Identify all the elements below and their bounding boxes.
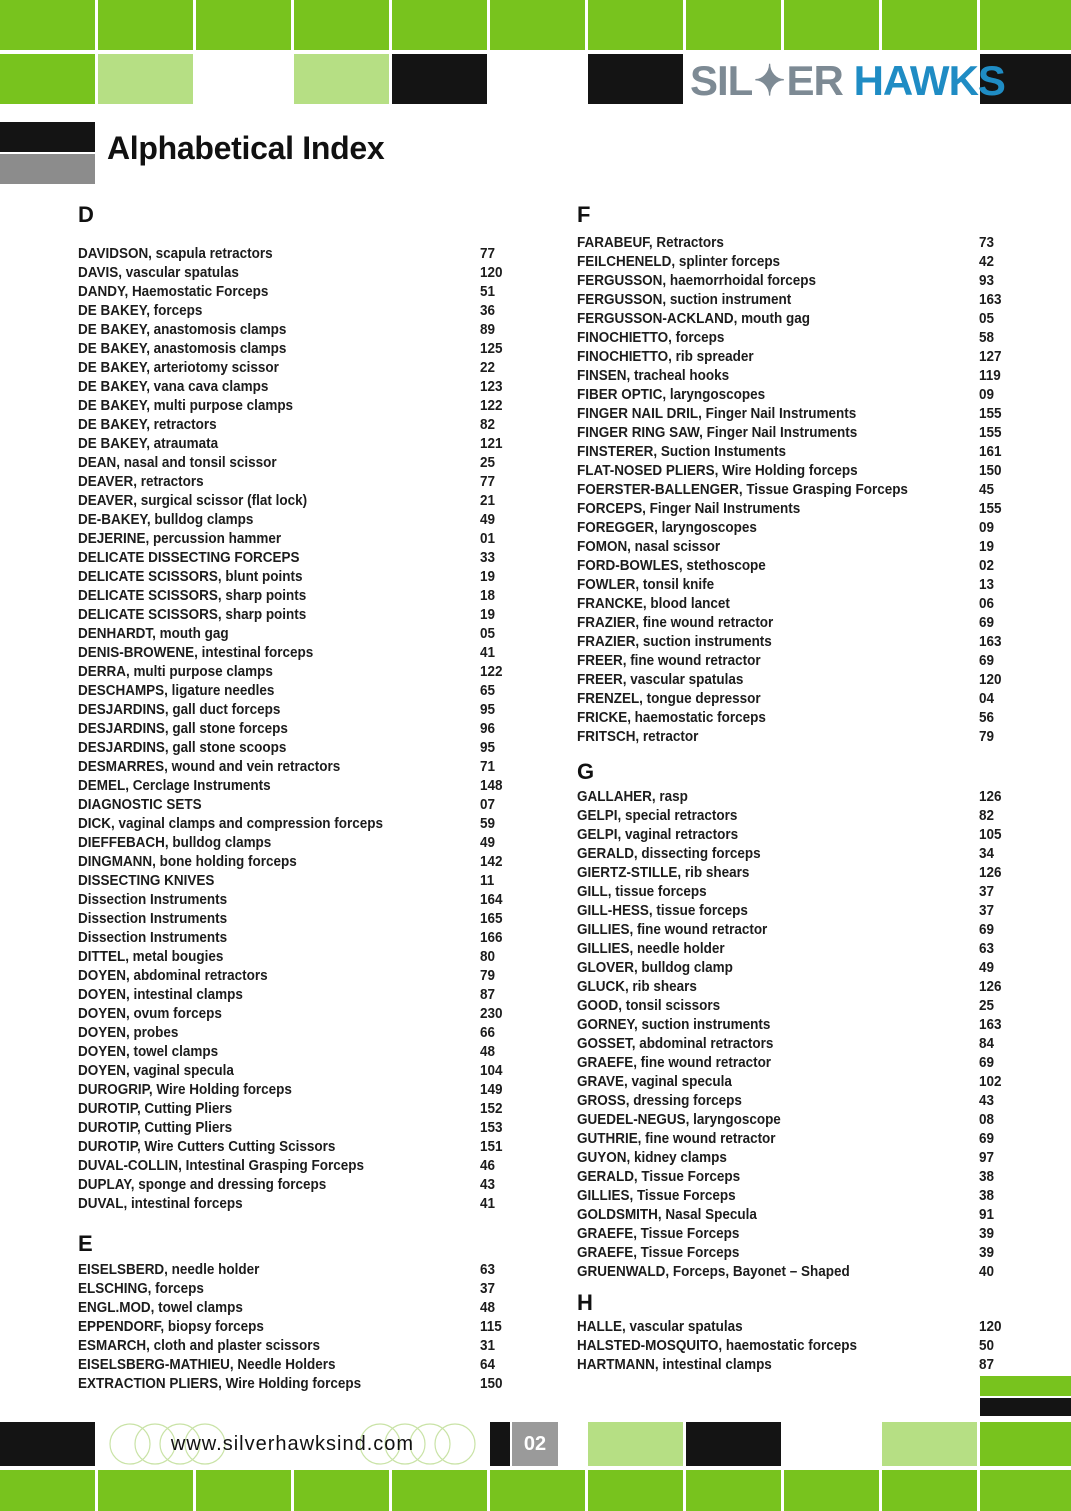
- index-entry-page: 31: [480, 1338, 496, 1354]
- index-entry-page: 25: [480, 455, 496, 471]
- index-entry-page: 142: [480, 854, 503, 870]
- index-entry-name: DESJARDINS, gall stone forceps: [78, 721, 288, 737]
- index-entry-page: 161: [979, 444, 1002, 460]
- index-entry-page: 41: [480, 645, 496, 661]
- index-entry-page: 151: [480, 1139, 503, 1155]
- index-entry-page: 102: [979, 1074, 1002, 1090]
- index-entry-name: DICK, vaginal clamps and compression forceps: [78, 816, 384, 832]
- index-entry-name: Dissection Instruments: [78, 930, 228, 946]
- index-entry-name: GELPI, special retractors: [577, 808, 738, 824]
- index-entry-name: DE BAKEY, vana cava clamps: [78, 379, 269, 395]
- index-entry-page: 121: [480, 436, 503, 452]
- index-entry-name: DE BAKEY, arteriotomy scissor: [78, 360, 279, 376]
- index-entry-page: 09: [979, 387, 995, 403]
- index-entry-page: 48: [480, 1044, 496, 1060]
- index-entry-page: 79: [480, 968, 496, 984]
- index-entry-page: 82: [480, 417, 496, 433]
- index-entry-page: 07: [480, 797, 496, 813]
- index-entry-page: 126: [979, 979, 1002, 995]
- index-entry-page: 155: [979, 406, 1002, 422]
- index-entry-name: FOWLER, tonsil knife: [577, 577, 715, 593]
- index-entry-name: DESJARDINS, gall duct forceps: [78, 702, 281, 718]
- index-entry-name: FREER, vascular spatulas: [577, 672, 744, 688]
- index-entry-name: DEAVER, surgical scissor (flat lock): [78, 493, 308, 509]
- index-entry-name: DIEFFEBACH, bulldog clamps: [78, 835, 272, 851]
- index-entry-page: 97: [979, 1150, 995, 1166]
- index-entry-name: FLAT-NOSED PLIERS, Wire Holding forceps: [577, 463, 858, 479]
- index-entry-page: 119: [979, 368, 1001, 384]
- index-entry-page: 95: [480, 702, 496, 718]
- index-entry-name: GLOVER, bulldog clamp: [577, 960, 733, 976]
- index-entry-name: DE-BAKEY, bulldog clamps: [78, 512, 254, 528]
- index-entry-name: DEMEL, Cerclage Instruments: [78, 778, 271, 794]
- index-entry-name: DUPLAY, sponge and dressing forceps: [78, 1177, 327, 1193]
- index-entry-page: 18: [480, 588, 496, 604]
- index-entry-page: 37: [480, 1281, 496, 1297]
- index-entry-page: 63: [480, 1262, 496, 1278]
- index-entry-page: 155: [979, 425, 1002, 441]
- index-entry-name: GROSS, dressing forceps: [577, 1093, 742, 1109]
- index-entry-page: 02: [979, 558, 995, 574]
- index-entry-page: 163: [979, 634, 1002, 650]
- index-entry-name: DAVIDSON, scapula retractors: [78, 246, 273, 262]
- index-entry-name: DELICATE DISSECTING FORCEPS: [78, 550, 300, 566]
- index-entry-name: GUEDEL-NEGUS, laryngoscope: [577, 1112, 781, 1128]
- index-entry-page: 77: [480, 246, 496, 262]
- index-entry-page: 69: [979, 922, 995, 938]
- index-entry-name: FERGUSSON-ACKLAND, mouth gag: [577, 311, 810, 327]
- index-entry-page: 120: [979, 1319, 1002, 1335]
- index-entry-name: DUROGRIP, Wire Holding forceps: [78, 1082, 292, 1098]
- index-entry-name: DESCHAMPS, ligature needles: [78, 683, 275, 699]
- index-entry-name: GRAVE, vaginal specula: [577, 1074, 732, 1090]
- index-entry-page: 21: [480, 493, 496, 509]
- index-entry-page: 80: [480, 949, 496, 965]
- index-entry-page: 01: [480, 531, 496, 547]
- index-entry-page: 115: [480, 1319, 502, 1335]
- index-entry-name: GUYON, kidney clamps: [577, 1150, 727, 1166]
- index-entry-name: DAVIS, vascular spatulas: [78, 265, 239, 281]
- index-entry-name: DOYEN, probes: [78, 1025, 179, 1041]
- index-entry-page: 43: [979, 1093, 995, 1109]
- index-entry-name: DUVAL, intestinal forceps: [78, 1196, 243, 1212]
- index-entry-name: DE BAKEY, anastomosis clamps: [78, 322, 287, 338]
- index-entry-page: 41: [480, 1196, 496, 1212]
- index-entry-page: 36: [480, 303, 496, 319]
- index-entry-name: FERGUSSON, haemorrhoidal forceps: [577, 273, 817, 289]
- index-entry-name: DISSECTING KNIVES: [78, 873, 215, 889]
- index-entry-page: 166: [480, 930, 503, 946]
- index-entry-page: 149: [480, 1082, 503, 1098]
- index-entry-page: 38: [979, 1188, 995, 1204]
- index-entry-name: DELICATE SCISSORS, sharp points: [78, 607, 307, 623]
- index-entry-name: DENIS-BROWENE, intestinal forceps: [78, 645, 314, 661]
- index-entry-page: 08: [979, 1112, 995, 1128]
- page-number: 02: [512, 1422, 558, 1466]
- index-entry-page: 77: [480, 474, 496, 490]
- index-entry-page: 120: [480, 265, 503, 281]
- index-entry-name: FOMON, nasal scissor: [577, 539, 721, 555]
- index-entry-name: GILLIES, Tissue Forceps: [577, 1188, 736, 1204]
- index-entry-name: GORNEY, suction instruments: [577, 1017, 771, 1033]
- index-entry-page: 105: [979, 827, 1002, 843]
- index-entry-name: GELPI, vaginal retractors: [577, 827, 739, 843]
- index-entry-name: GILLIES, fine wound retractor: [577, 922, 768, 938]
- index-entry-page: 164: [480, 892, 503, 908]
- index-entry-page: 43: [480, 1177, 496, 1193]
- index-entry-name: GILL, tissue forceps: [577, 884, 707, 900]
- page-title: Alphabetical Index: [107, 130, 385, 166]
- index-entry-name: GOLDSMITH, Nasal Specula: [577, 1207, 757, 1223]
- index-entry-page: 69: [979, 1055, 995, 1071]
- index-entry-name: DELICATE SCISSORS, blunt points: [78, 569, 303, 585]
- index-entry-page: 04: [979, 691, 995, 707]
- index-entry-page: 22: [480, 360, 496, 376]
- index-entry-page: 84: [979, 1036, 995, 1052]
- index-entry-page: 34: [979, 846, 995, 862]
- index-entry-name: DE BAKEY, retractors: [78, 417, 217, 433]
- index-entry-name: FEILCHENELD, splinter forceps: [577, 254, 781, 270]
- index-entry-page: 19: [979, 539, 995, 555]
- index-entry-page: 63: [979, 941, 995, 957]
- index-entry-page: 82: [979, 808, 995, 824]
- index-entry-page: 38: [979, 1169, 995, 1185]
- index-entry-name: FINOCHIETTO, forceps: [577, 330, 725, 346]
- index-entry-page: 39: [979, 1245, 995, 1261]
- index-entry-name: FOREGGER, laryngoscopes: [577, 520, 757, 536]
- index-entry-page: 58: [979, 330, 995, 346]
- index-entry-page: 09: [979, 520, 995, 536]
- index-entry-name: FRICKE, haemostatic forceps: [577, 710, 766, 726]
- index-entry-name: DE BAKEY, atraumata: [78, 436, 219, 452]
- index-entry-name: FERGUSSON, suction instrument: [577, 292, 792, 308]
- index-entry-page: 163: [979, 1017, 1002, 1033]
- index-entry-page: 96: [480, 721, 496, 737]
- index-entry-page: 56: [979, 710, 995, 726]
- index-entry-page: 122: [480, 398, 503, 414]
- index-entry-name: DERRA, multi purpose clamps: [78, 664, 273, 680]
- index-entry-page: 48: [480, 1300, 496, 1316]
- index-entry-page: 148: [480, 778, 503, 794]
- index-entry-page: 46: [480, 1158, 496, 1174]
- index-entry-name: FINGER NAIL DRIL, Finger Nail Instruments: [577, 406, 857, 422]
- index-entry-page: 150: [979, 463, 1002, 479]
- index-entry-name: DE BAKEY, multi purpose clamps: [78, 398, 294, 414]
- index-entry-name: DOYEN, vaginal specula: [78, 1063, 234, 1079]
- section-letter-d: D: [78, 202, 94, 227]
- index-entry-name: FINGER RING SAW, Finger Nail Instruments: [577, 425, 858, 441]
- index-entry-name: FRAZIER, fine wound retractor: [577, 615, 774, 631]
- index-entry-page: 37: [979, 884, 995, 900]
- index-entry-name: DITTEL, metal bougies: [78, 949, 224, 965]
- index-entry-name: HARTMANN, intestinal clamps: [577, 1357, 772, 1373]
- index-entry-page: 230: [480, 1006, 503, 1022]
- index-entry-name: DESMARRES, wound and vein retractors: [78, 759, 341, 775]
- index-entry-page: 65: [480, 683, 496, 699]
- index-entry-name: Dissection Instruments: [78, 911, 228, 927]
- index-entry-page: 93: [979, 273, 995, 289]
- index-entry-page: 45: [979, 482, 995, 498]
- index-entry-page: 165: [480, 911, 503, 927]
- index-entry-page: 33: [480, 550, 496, 566]
- index-entry-page: 127: [979, 349, 1002, 365]
- index-entry-page: 69: [979, 1131, 995, 1147]
- index-entry-name: DEAVER, retractors: [78, 474, 204, 490]
- index-entry-name: FRENZEL, tongue depressor: [577, 691, 761, 707]
- index-entry-name: GUTHRIE, fine wound retractor: [577, 1131, 776, 1147]
- index-entry-name: DENHARDT, mouth gag: [78, 626, 229, 642]
- index-entry-page: 69: [979, 653, 995, 669]
- section-letter-e: E: [78, 1231, 93, 1256]
- index-entry-name: DELICATE SCISSORS, sharp points: [78, 588, 307, 604]
- section-letter-h: H: [577, 1290, 593, 1315]
- section-letter-f: F: [577, 202, 591, 227]
- index-entry-name: DE BAKEY, forceps: [78, 303, 203, 319]
- index-entry-name: GRAEFE, Tissue Forceps: [577, 1245, 740, 1261]
- index-entry-page: 87: [979, 1357, 995, 1373]
- index-entry-name: FRANCKE, blood lancet: [577, 596, 730, 612]
- index-entry-name: ELSCHING, forceps: [78, 1281, 204, 1297]
- index-entry-name: GOOD, tonsil scissors: [577, 998, 721, 1014]
- index-entry-name: FOERSTER-BALLENGER, Tissue Grasping Forceps: [577, 482, 908, 498]
- index-entry-page: 104: [480, 1063, 503, 1079]
- index-entry-name: DINGMANN, bone holding forceps: [78, 854, 297, 870]
- index-entry-name: DESJARDINS, gall stone scoops: [78, 740, 287, 756]
- index-entry-name: GILLIES, needle holder: [577, 941, 725, 957]
- index-entry-name: Dissection Instruments: [78, 892, 228, 908]
- brand-logo: SIL✦ER HAWKS: [690, 57, 1005, 104]
- index-entry-page: 66: [480, 1025, 496, 1041]
- index-entry-name: DE BAKEY, anastomosis clamps: [78, 341, 287, 357]
- index-entry-page: 06: [979, 596, 995, 612]
- index-entry-name: GERALD, dissecting forceps: [577, 846, 761, 862]
- index-entry-page: 13: [979, 577, 995, 593]
- index-entry-page: 125: [480, 341, 503, 357]
- index-entry-page: 152: [480, 1101, 503, 1117]
- index-entry-name: FINSEN, tracheal hooks: [577, 368, 730, 384]
- index-entry-page: 19: [480, 607, 496, 623]
- index-entry-name: HALSTED-MOSQUITO, haemostatic forceps: [577, 1338, 857, 1354]
- index-entry-page: 120: [979, 672, 1002, 688]
- index-entry-page: 71: [480, 759, 496, 775]
- index-entry-page: 49: [480, 512, 496, 528]
- index-entry-name: FIBER OPTIC, laryngoscopes: [577, 387, 766, 403]
- index-entry-page: 64: [480, 1357, 496, 1373]
- index-entry-page: 40: [979, 1264, 995, 1280]
- index-entry-page: 122: [480, 664, 503, 680]
- index-entry-name: DUROTIP, Cutting Pliers: [78, 1120, 233, 1136]
- index-entry-name: DIAGNOSTIC SETS: [78, 797, 202, 813]
- index-entry-page: 91: [979, 1207, 995, 1223]
- index-entry-page: 25: [979, 998, 995, 1014]
- index-entry-name: FORCEPS, Finger Nail Instruments: [577, 501, 801, 517]
- index-entry-page: 89: [480, 322, 496, 338]
- index-entry-page: 155: [979, 501, 1002, 517]
- index-entry-name: FREER, fine wound retractor: [577, 653, 761, 669]
- index-entry-name: GILL-HESS, tissue forceps: [577, 903, 748, 919]
- index-entry-name: DEJERINE, percussion hammer: [78, 531, 282, 547]
- index-entry-page: 123: [480, 379, 503, 395]
- index-entry-name: DUROTIP, Cutting Pliers: [78, 1101, 233, 1117]
- index-entry-name: FRITSCH, retractor: [577, 729, 699, 745]
- index-entry-name: DEAN, nasal and tonsil scissor: [78, 455, 277, 471]
- index-entry-name: ESMARCH, cloth and plaster scissors: [78, 1338, 321, 1354]
- index-entry-page: 126: [979, 789, 1002, 805]
- index-entry-page: 39: [979, 1226, 995, 1242]
- index-entry-page: 37: [979, 903, 995, 919]
- index-entry-name: GRAEFE, fine wound retractor: [577, 1055, 772, 1071]
- index-entry-name: FORD-BOWLES, stethoscope: [577, 558, 766, 574]
- index-entry-page: 49: [480, 835, 496, 851]
- index-entry-name: DUVAL-COLLIN, Intestinal Grasping Forceps: [78, 1158, 364, 1174]
- index-entry-page: 05: [979, 311, 995, 327]
- index-entry-name: DOYEN, towel clamps: [78, 1044, 219, 1060]
- index-entry-page: 69: [979, 615, 995, 631]
- index-entry-name: GRUENWALD, Forceps, Bayonet – Shaped: [577, 1264, 850, 1280]
- index-entry-name: FINSTERER, Suction Instuments: [577, 444, 787, 460]
- index-entry-page: 73: [979, 235, 995, 251]
- section-letter-g: G: [577, 759, 595, 784]
- index-entry-page: 59: [480, 816, 496, 832]
- index-entry-page: 11: [480, 873, 495, 889]
- index-entry-page: 126: [979, 865, 1002, 881]
- index-entry-name: GERALD, Tissue Forceps: [577, 1169, 741, 1185]
- index-entry-name: FRAZIER, suction instruments: [577, 634, 772, 650]
- index-entry-name: HALLE, vascular spatulas: [577, 1319, 743, 1335]
- index-entry-name: FARABEUF, Retractors: [577, 235, 724, 251]
- index-entry-page: 50: [979, 1338, 995, 1354]
- index-entry-name: ENGL.MOD, towel clamps: [78, 1300, 243, 1316]
- index-entry-page: 51: [480, 284, 496, 300]
- index-entry-page: 87: [480, 987, 496, 1003]
- index-entry-name: GIERTZ-STILLE, rib shears: [577, 865, 750, 881]
- index-entry-page: 163: [979, 292, 1002, 308]
- index-entry-name: EXTRACTION PLIERS, Wire Holding forceps: [78, 1376, 362, 1392]
- index-entry-name: FINOCHIETTO, rib spreader: [577, 349, 754, 365]
- index-entry-name: EISELSBERD, needle holder: [78, 1262, 260, 1278]
- index-entry-page: 19: [480, 569, 496, 585]
- index-entry-page: 05: [480, 626, 496, 642]
- index-entry-name: DANDY, Haemostatic Forceps: [78, 284, 269, 300]
- index-entry-name: DOYEN, abdominal retractors: [78, 968, 268, 984]
- index-entry-name: DUROTIP, Wire Cutters Cutting Scissors: [78, 1139, 336, 1155]
- index-entry-name: EISELSBERG-MATHIEU, Needle Holders: [78, 1357, 336, 1373]
- index-entry-name: EPPENDORF, biopsy forceps: [78, 1319, 264, 1335]
- index-entry-name: GLUCK, rib shears: [577, 979, 697, 995]
- index-entry-name: DOYEN, intestinal clamps: [78, 987, 243, 1003]
- index-entry-page: 79: [979, 729, 995, 745]
- index-entry-name: GOSSET, abdominal retractors: [577, 1036, 774, 1052]
- index-entry-name: GRAEFE, Tissue Forceps: [577, 1226, 740, 1242]
- index-entry-page: 150: [480, 1376, 503, 1392]
- index-entry-page: 153: [480, 1120, 503, 1136]
- index-entry-name: GALLAHER, rasp: [577, 789, 688, 805]
- index-entry-page: 49: [979, 960, 995, 976]
- index-entry-name: DOYEN, ovum forceps: [78, 1006, 222, 1022]
- website-url[interactable]: www.silverhawksind.com: [170, 1432, 415, 1455]
- index-entry-page: 42: [979, 254, 995, 270]
- index-entry-page: 95: [480, 740, 496, 756]
